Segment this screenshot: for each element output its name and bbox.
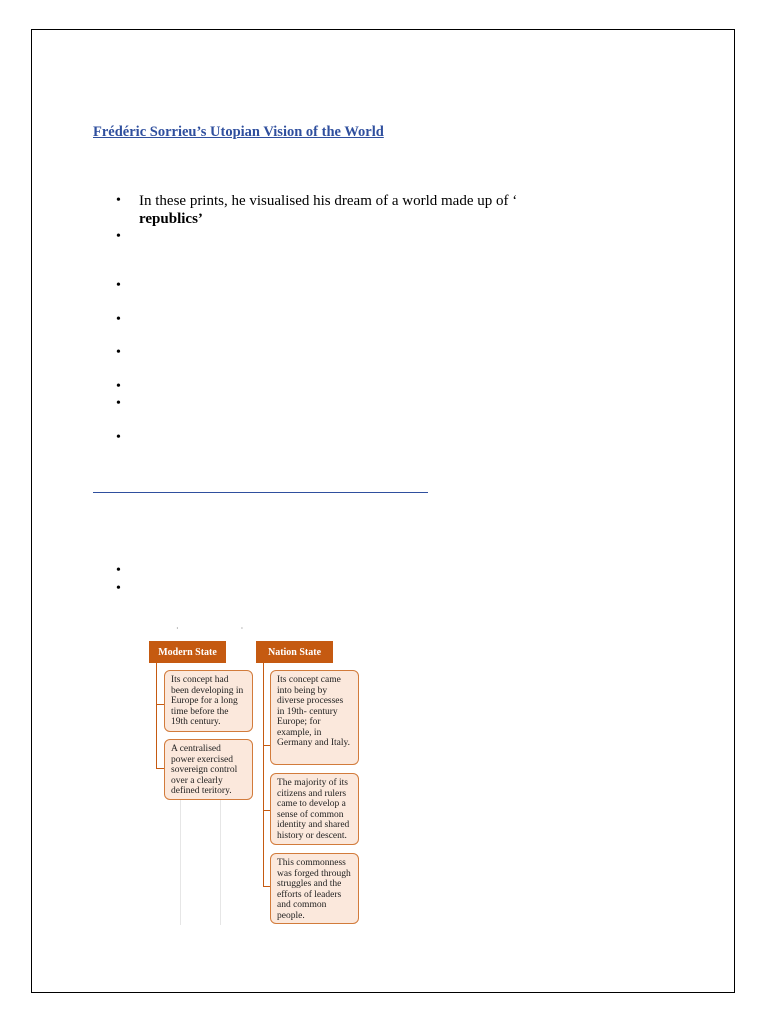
modern-state-card-1: Its concept had been developing in Europe for a long time before the 19th century. [164, 670, 253, 732]
section-title: Frédéric Sorrieu’s Utopian Vision of the World [93, 124, 384, 140]
guide-line [220, 800, 221, 925]
nation-state-card-1: Its concept came into being by diverse processes in 19th- century Europe; for example, in Germany and Italy. [270, 670, 359, 765]
modern-state-card-2: A centralised power exercised sovereign control over a clearly defined teritory. [164, 739, 253, 800]
nation-connector-branch [263, 886, 270, 887]
bullet-text-bold: republics’ [139, 211, 203, 227]
nation-state-card-2: The majority of its citizens and rulers came to develop a sense of common identity and shared history or descent. [270, 773, 359, 845]
modern-connector-branch [156, 704, 164, 705]
guide-line [180, 800, 181, 925]
section-underline [93, 492, 428, 493]
nation-connector-branch [263, 810, 270, 811]
bullet-item [116, 192, 536, 228]
nation-connector-branch [263, 745, 270, 746]
modern-connector-vertical [156, 663, 157, 769]
page-border [31, 29, 735, 993]
scan-specks: · · [176, 624, 274, 633]
nation-connector-vertical [263, 663, 264, 887]
modern-state-heading: Modern State [149, 641, 226, 663]
nation-state-heading: Nation State [256, 641, 333, 663]
nation-state-card-3: This commonness was forged through struggles and the efforts of leaders and common people. [270, 853, 359, 924]
bullet-text: • In these prints, he visualised his dream of a world made up of ‘ [139, 193, 518, 209]
modern-connector-branch [156, 768, 164, 769]
